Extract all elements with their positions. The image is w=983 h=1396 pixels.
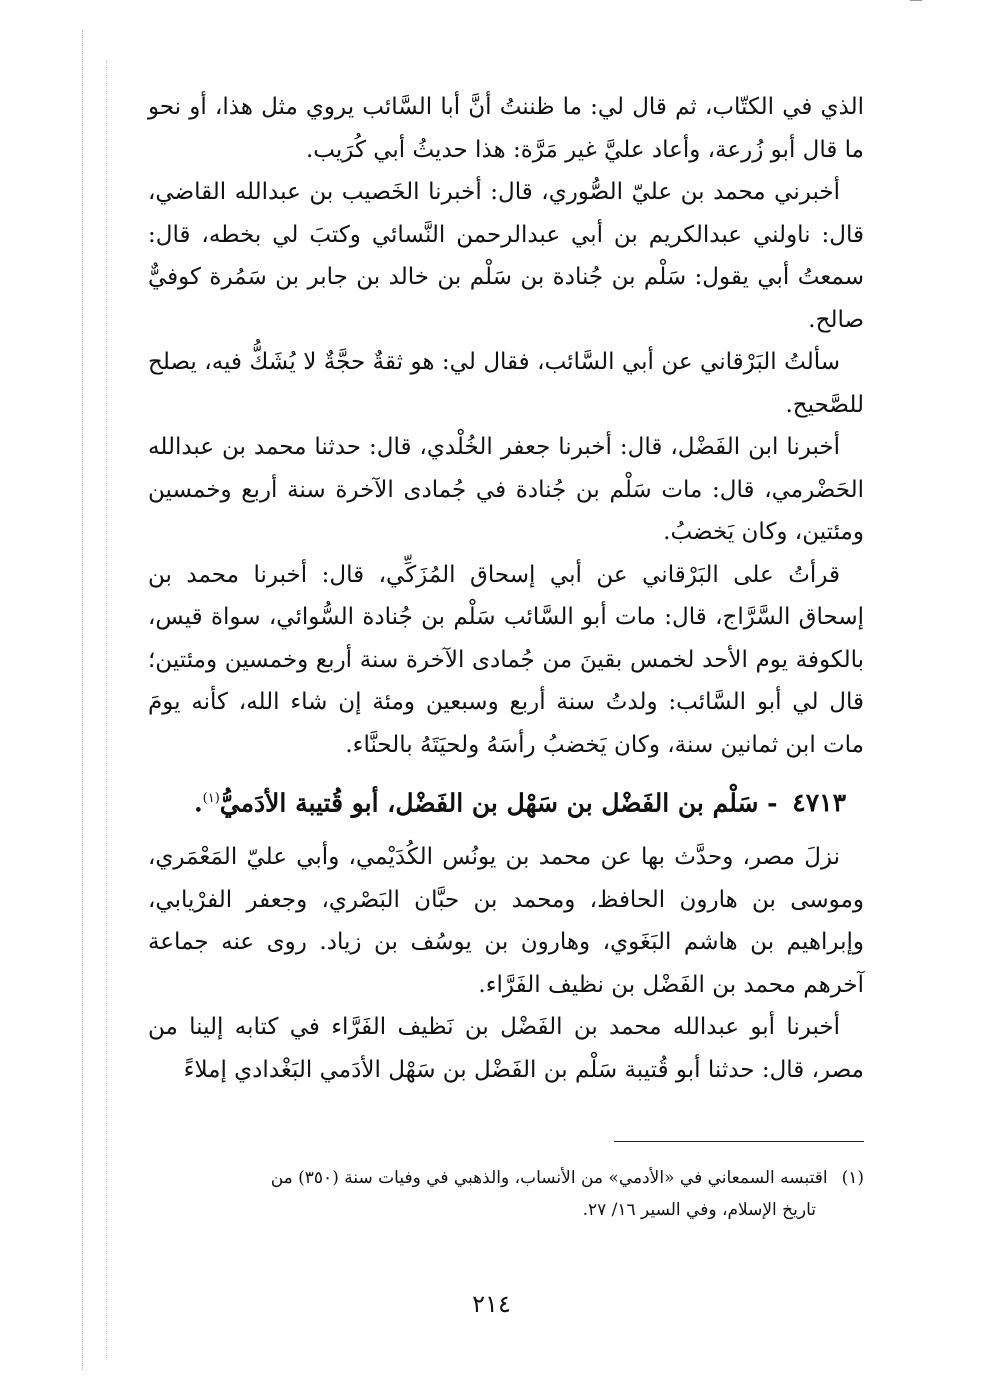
footnote-line-1: اقتبسه السمعاني في «الأدمي» من الأنساب، والذهبي في وفيات سنة (٣٥٠) من <box>270 1168 828 1188</box>
scan-edge-mark <box>910 0 922 1</box>
paragraph: أخبرنا ابن الفَضْل، قال: أخبرنا جعفر الخُلْدي، قال: حدثنا محمد بن عبدالله الحَضْرمي، قال: مات سَلْم بن جُنادة في جُمادى الآخرة سنة أربع وخمسين ومئتين، وكان يَخضبُ. <box>148 434 864 545</box>
footnote-reference: (١) <box>202 791 220 806</box>
entry-separator: - <box>767 788 778 818</box>
paragraph: قرأتُ على البَرْقاني عن أبي إسحاق المُزَكِّي، قال: أخبرنا محمد بن إسحاق السَّرَّاج، قال: مات أبو السَّائب سَلْم بن جُنادة السُّوائي، سواة قيس، بالكوفة يوم الأحد لخمس بقينَ من جُمادى الآخرة سنة أربع وخمسين ومئتين؛ قال لي أبو السَّائب: ولدتُ سنة أربع وسبعين ومئة إن شاء الله، كأنه يومَ مات ابن ثمانين سنة، وكان يَخضبُ رأسَهُ ولحيَتَهُ بالحنَّاء. <box>148 561 864 758</box>
scan-edge-line <box>82 30 83 1370</box>
footnote <box>150 1162 864 1226</box>
paragraph: الذي في الكتّاب، ثم قال لي: ما ظننتُ أنَّ أبا السَّائب يروي مثل هذا، أو نحو ما قال أبو زُرعة، وأعاد عليَّ غير مَرَّة: هذا حديثُ أبي كُرَيب. <box>148 94 864 163</box>
footnote-mark: (١) <box>841 1168 864 1188</box>
entry-title: سَلْم بن الفَضْل بن سَهْل بن الفَضْل، أبو قُتيبة الأدَميُّ <box>219 788 759 818</box>
body-text-lower <box>148 836 864 1091</box>
scan-edge-line <box>106 60 107 1360</box>
entry-number: ٤٧١٣ <box>792 788 846 818</box>
footnote-line-2: تاريخ الإسلام، وفي السير ١٦/ ٢٧. <box>582 1200 816 1220</box>
body-text-upper <box>148 86 864 766</box>
entry-heading <box>150 778 864 824</box>
paragraph: سألتُ البَرْقاني عن أبي السَّائب، فقال لي: هو ثقةٌ حجَّةٌ لا يُشَكُّ فيه، يصلح للصَّحيح. <box>148 349 864 418</box>
page-number: ٢١٤ <box>472 1290 511 1318</box>
paragraph: نزلَ مصر، وحدَّث بها عن محمد بن يونُس الكُدَيْمي، وأبي عليّ المَعْمَري، وموسى بن هارون الحافظ، ومحمد بن حبَّان البَصْري، وجعفر الفرْيابي، وإبراهيم بن هاشم البَغَوي، وهارون بن يوسُف بن زياد. روى عنه جماعة آخرهم محمد بن الفَضْل بن نظيف الفَرَّاء. <box>148 844 864 998</box>
paragraph: أخبرنا أبو عبدالله محمد بن الفَضْل بن نَظيف الفَرَّاء في كتابه إلينا من مصر، قال: حدثنا أبو قُتيبة سَلْم بن الفَضْل بن سَهْل الأدَمي البَغْدادي إملاءً <box>148 1014 864 1083</box>
entry-end: . <box>193 788 203 818</box>
paragraph: أخبرني محمد بن عليّ الصُّوري، قال: أخبرنا الخَصيب بن عبدالله القاضي، قال: ناولني عبدالكريم بن أبي عبدالرحمن النَّسائي وكتبَ لي بخطه، قال: سمعتُ أبي يقول: سَلْم بن جُنادة بن سَلْم بن خالد بن جابر بن سَمُرة كوفيٌّ صالح. <box>148 179 864 333</box>
footnote-divider <box>614 1141 864 1142</box>
